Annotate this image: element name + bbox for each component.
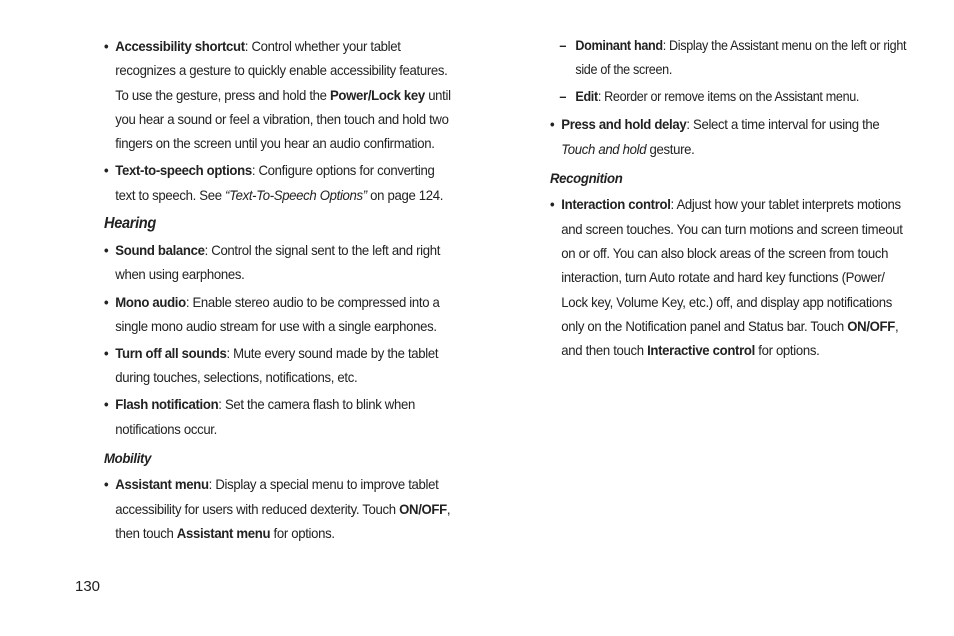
right-column	[550, 34, 907, 365]
sub-item-edit: – Edit: Reorder or remove items on the Assistant menu.	[550, 85, 907, 109]
term: Accessibility shortcut	[115, 38, 245, 54]
list-item-turn-off-all-sounds: • Turn off all sounds: Mute every sound made by the tablet during touches, selections, notifications, etc.	[104, 341, 454, 390]
page-number: 130	[75, 578, 101, 595]
sub-item-dominant-hand: – Dominant hand: Display the Assistant menu on the left or right side of the screen.	[550, 34, 907, 83]
list-item-flash-notification: • Flash notification: Set the camera flash to blink when notifications occur.	[104, 392, 454, 441]
list-item-sound-balance: • Sound balance: Control the signal sent to the left and right when using earphones.	[104, 238, 454, 287]
list-item-assistant-menu: • Assistant menu: Display a special menu to improve tablet accessibility for users with reduced dexterity. Touch ON/OFF, then touch Assistant menu for options.	[104, 472, 454, 545]
list-item-interaction-control: • Interaction control: Adjust how your tablet interprets motions and screen touches. You can turn motions and screen timeout on or off. You can also block areas of the screen from touch interaction, turn Auto rotate and hard key functions (Power/ Lock key, Volume Key, etc.) off, and display app notifications only on the Notification panel and Status bar. Touch ON/OFF, and then touch Interactive control for options.	[550, 192, 907, 362]
section-heading-recognition: Recognition	[550, 170, 623, 187]
list-item-text-to-speech: • Text-to-speech options: Configure options for converting text to speech. See “Text-To-Speech Options” on page 124.	[104, 158, 454, 207]
cross-reference: “Text-To-Speech Options”	[225, 186, 367, 203]
list-item-mono-audio: • Mono audio: Enable stereo audio to be compressed into a single mono audio stream for use with a single earphones.	[104, 290, 454, 339]
list-item-press-and-hold-delay: • Press and hold delay: Select a time interval for using the Touch and hold gesture.	[550, 112, 907, 161]
section-heading-mobility: Mobility	[104, 449, 152, 466]
list-item-accessibility-shortcut: • Accessibility shortcut: Control whether your tablet recognizes a gesture to quickly enable accessibility features. To use the gesture, press and hold the Power/Lock key until you hear a sound or feel a vibration, then touch and hold two fingers on the screen until you hear an audio confirmation.	[104, 34, 454, 155]
term: Text-to-speech options	[115, 162, 252, 179]
section-heading-hearing: Hearing	[104, 214, 156, 232]
left-column	[104, 34, 454, 548]
